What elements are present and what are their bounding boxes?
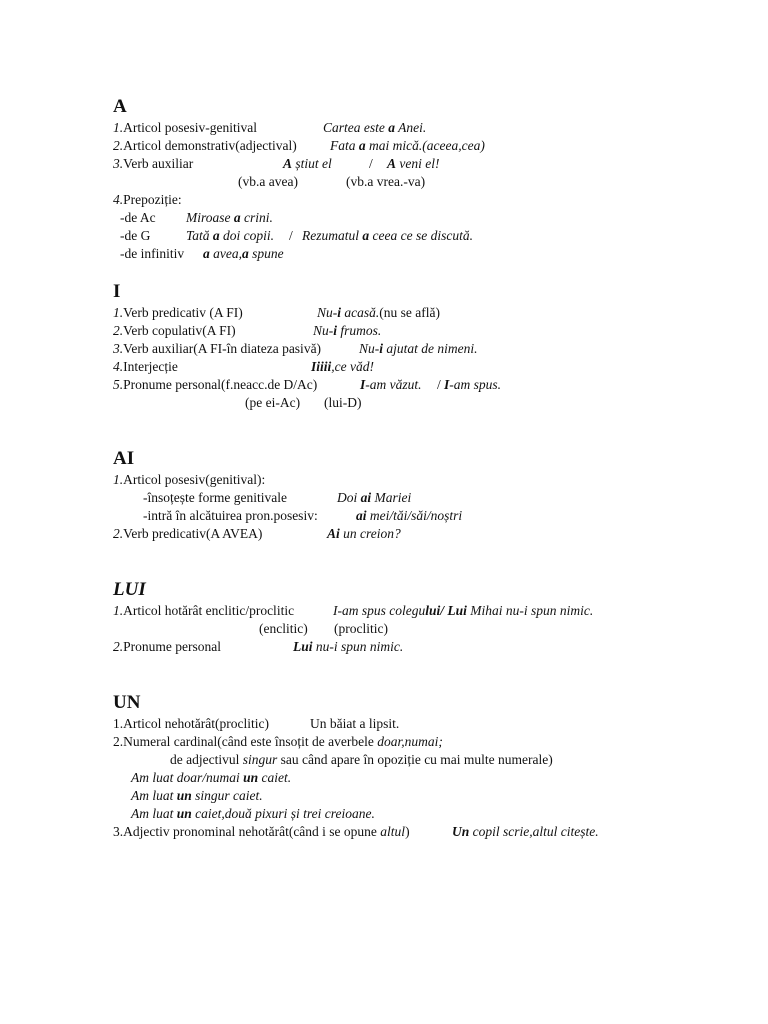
ai-example-4: Ai un creion? — [327, 526, 401, 541]
a-note-3-left: (vb.a avea) — [238, 174, 298, 189]
un-example-4: Am luat doar/numai un caiet. — [131, 770, 292, 785]
heading-ai: AI — [113, 448, 135, 469]
a-line-1: 1.Articol posesiv-genitival — [113, 120, 257, 135]
i-line-5: 5.Pronume personal(f.neacc.de D/Ac) — [113, 377, 318, 392]
i-separator-5: / — [437, 377, 441, 392]
lui-example-1: I-am spus colegului/ Lui Mihai nu-i spun nimic. — [333, 603, 594, 618]
i-example-3: Nu-i ajutat de nimeni. — [359, 341, 478, 356]
a-line-7: -de infinitiv — [120, 246, 185, 261]
lui-example-2: Lui nu-i spun nimic. — [293, 639, 404, 654]
lui-note-1-left: (enclitic) — [259, 621, 308, 636]
i-note-5-right: (lui-D) — [324, 395, 362, 410]
un-example-5: Am luat un singur caiet. — [131, 788, 263, 803]
un-example-7: Un copil scrie,altul citește. — [452, 824, 599, 839]
a-example-5: Miroase a crini. — [186, 210, 273, 225]
lui-line-1: 1.Articol hotărât enclitic/proclitic — [113, 603, 295, 618]
a-line-2: 2.Articol demonstrativ(adjectival) — [113, 138, 297, 153]
a-example-2: Fata a mai mică.(aceea,cea) — [330, 138, 485, 153]
un-example-6: Am luat un caiet,două pixuri și trei creioane. — [131, 806, 375, 821]
heading-un: UN — [113, 692, 141, 713]
i-example-5a: I-am văzut. — [360, 377, 422, 392]
heading-i: I — [113, 281, 121, 302]
i-example-5b: I-am spus. — [444, 377, 502, 392]
i-line-3: 3.Verb auxiliar(A FI-în diateza pasivă) — [113, 341, 322, 356]
un-line-2: 2.Numeral cardinal(când este însoțit de averbele doar,numai; — [113, 734, 443, 749]
a-separator-6: / — [289, 228, 293, 243]
ai-line-4: 2.Verb predicativ(A AVEA) — [113, 526, 263, 541]
i-line-2: 2.Verb copulativ(A FI) — [113, 323, 236, 338]
heading-a: A — [113, 96, 127, 117]
un-line-1: 1.Articol nehotărât(proclitic) — [113, 716, 269, 731]
ai-example-2: Doi ai Mariei — [337, 490, 412, 505]
a-example-3a: A știut el — [283, 156, 332, 171]
a-line-4: 4.Prepoziție: — [113, 192, 182, 207]
i-example-4: Iiiii,ce văd! — [311, 359, 374, 374]
a-separator-3: / — [369, 156, 373, 171]
a-example-1: Cartea este a Anei. — [323, 120, 427, 135]
a-example-7: a avea,a spune — [203, 246, 284, 261]
a-line-3: 3.Verb auxiliar — [113, 156, 194, 171]
heading-lui: LUI — [113, 579, 146, 600]
i-note-5-left: (pe ei-Ac) — [245, 395, 301, 410]
a-example-6a: Tată a doi copii. — [186, 228, 275, 243]
a-example-6b: Rezumatul a ceea ce se discută. — [302, 228, 473, 243]
a-example-3b: A veni el! — [387, 156, 440, 171]
i-example-1: Nu-i acasă.(nu se află) — [317, 305, 440, 320]
lui-line-2: 2.Pronume personal — [113, 639, 221, 654]
lui-note-1-right: (proclitic) — [334, 621, 388, 636]
a-line-6: -de G — [120, 228, 151, 243]
ai-example-3: ai mei/tăi/săi/noștri — [356, 508, 463, 523]
ai-line-3: -intră în alcătuirea pron.posesiv: — [143, 508, 318, 523]
a-line-5: -de Ac — [120, 210, 156, 225]
ai-line-1: 1.Articol posesiv(genitival): — [113, 472, 266, 487]
un-example-1: Un băiat a lipsit. — [310, 716, 400, 731]
i-line-1: 1.Verb predicativ (A FI) — [113, 305, 243, 320]
i-example-2: Nu-i frumos. — [313, 323, 382, 338]
un-line-7: 3.Adjectiv pronominal nehotărât(când i se opune altul) — [113, 824, 410, 839]
ai-line-2: -însoțește forme genitivale — [143, 490, 287, 505]
i-line-4: 4.Interjecție — [113, 359, 178, 374]
a-note-3-right: (vb.a vrea.-va) — [346, 174, 426, 189]
un-line-3: de adjectivul singur sau când apare în opoziție cu mai multe numerale) — [170, 752, 553, 767]
